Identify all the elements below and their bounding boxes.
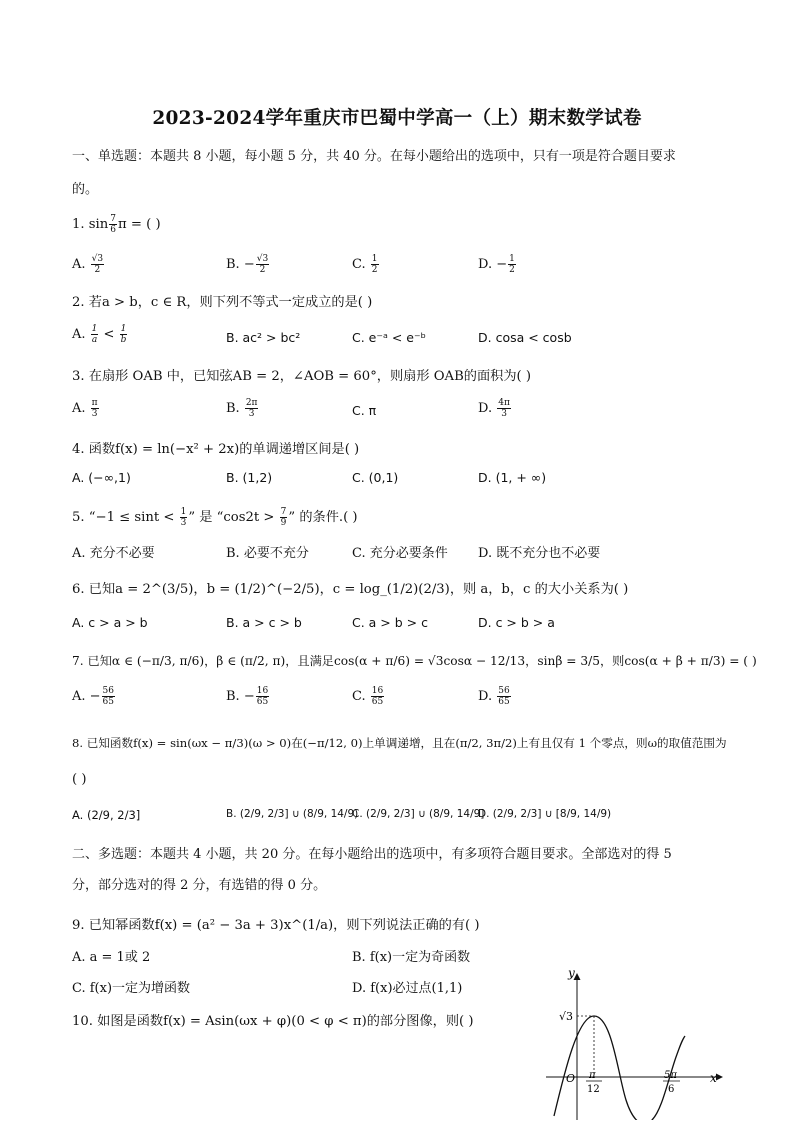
sine-curve	[554, 1016, 685, 1120]
origin-label: O	[566, 1072, 576, 1085]
q5-option-b: B. 必要不充分	[226, 546, 309, 561]
section-1-header-line2: 的。	[72, 182, 99, 197]
q1-stem: 1. sin	[72, 217, 109, 232]
x-tick-pi-12-num: π	[589, 1070, 596, 1081]
section-1-header-line1: 一、单选题：本题共 8 小题，每小题 5 分，共 40 分。在每小题给出的选项中，只有一项是符合题目要求	[72, 149, 676, 164]
x-tick-pi-12-den: 12	[587, 1084, 600, 1095]
q9-option-a: A. a = 1或 2	[72, 950, 151, 965]
q2-option-d: D. cosa < cosb	[478, 330, 572, 345]
section-2-header-line1: 二、多选题：本题共 4 小题，共 20 分。在每小题给出的选项中，有多项符合题目要求。全部选对的得 5	[72, 847, 672, 862]
q4-option-a: A. (−∞,1)	[72, 470, 131, 485]
q5-option-c: C. 充分必要条件	[352, 546, 448, 561]
question-6: 6. 已知a = 2^(3/5)，b = (1/2)^(−2/5)，c = log_(1/2)(2/3)，则 a，b，c 的大小关系为( )	[72, 582, 629, 597]
exam-title: 2023-2024学年重庆市巴蜀中学高一（上）期末数学试卷	[152, 108, 642, 129]
question-1	[72, 214, 161, 235]
q3-option-c: C. π	[352, 403, 377, 418]
question-4: 4. 函数f(x) = ln(−x² + 2x)的单调递增区间是( )	[72, 442, 360, 457]
q5-option-a: A. 充分不必要	[72, 546, 155, 561]
sine-graph-figure	[540, 960, 730, 1120]
q7-option-b: B. − $\frac{16}{65}$	[226, 686, 269, 707]
question-9: 9. 已知幂函数f(x) = (a² − 3a + 3)x^(1/a)，则下列说法正确的有( )	[72, 918, 480, 933]
q2-option-c: C. e⁻ᵃ < e⁻ᵇ	[352, 330, 426, 345]
q7-option-c: C. $\frac{16}{65}$	[352, 686, 384, 707]
q9-option-b: B. f(x)一定为奇函数	[352, 950, 471, 965]
q1-option-d: D. − $\frac{1}{2}$	[478, 254, 515, 275]
q4-option-c: C. (0,1)	[352, 470, 399, 485]
question-2: 2. 若a > b，c ∈ R，则下列不等式一定成立的是( )	[72, 295, 373, 310]
q6-option-c: C. a > b > c	[352, 615, 428, 630]
q6-option-d: D. c > b > a	[478, 615, 555, 630]
q8-option-c: C. (2/9, 2/3] ∪ (8/9, 14/9]	[352, 808, 485, 820]
y-tick-sqrt3: √3	[559, 1010, 574, 1023]
y-axis-label: y	[568, 966, 575, 980]
q1-option-c: C. $\frac{1}{2}$	[352, 254, 378, 275]
q4-option-d: D. (1, + ∞)	[478, 470, 547, 485]
q8-option-d: D. (2/9, 2/3] ∪ [8/9, 14/9)	[478, 808, 612, 820]
q5-option-d: D. 既不充分也不必要	[478, 546, 601, 561]
q1-option-b: B. − $\frac{√3}{2}$	[226, 254, 269, 275]
q3-option-b: B. $\frac{2\pi}{3}$	[226, 398, 258, 419]
question-7: 7. 已知α ∈ (−π/3, π/6)，β ∈ (π/2, π)，且满足cos(α + π/6) = √3cosα − 12/13，sinβ = 3/5，则cos(α + β + π/3) = ( )	[72, 654, 757, 668]
question-10: 10. 如图是函数f(x) = Asin(ωx + φ)(0 < φ < π)的部分图像，则( )	[72, 1014, 474, 1029]
q1-option-a: A. $\frac{√3}{2}$	[72, 254, 104, 275]
q2-option-a: A. $\frac{1}{a}$ < $\frac{1}{b}$	[72, 324, 127, 345]
q6-option-b: B. a > c > b	[226, 615, 302, 630]
q9-option-c: C. f(x)一定为增函数	[72, 981, 191, 996]
question-8: 8. 已知函数f(x) = sin(ωx − π/3)(ω > 0)在(−π/12, 0)上单调递增，且在(π/2, 3π/2)上有且仅有 1 个零点，则ω的取值范围为	[72, 736, 727, 750]
q9-option-d: D. f(x)必过点(1,1)	[352, 981, 463, 996]
section-2-header-line2: 分，部分选对的得 2 分，有选错的得 0 分。	[72, 878, 327, 893]
q8-option-b: B. (2/9, 2/3] ∪ (8/9, 14/9)	[226, 808, 359, 820]
q1-fraction: $\frac{7}{6}$	[110, 214, 116, 235]
x-axis-label: x	[710, 1071, 717, 1085]
q8-option-a: A. (2/9, 2/3]	[72, 808, 141, 822]
x-tick-5pi-6-den: 6	[668, 1084, 675, 1095]
q3-option-d: D. $\frac{4\pi}{3}$	[478, 398, 510, 419]
q7-option-a: A. − $\frac{56}{65}$	[72, 686, 114, 707]
q6-option-a: A. c > a > b	[72, 615, 148, 630]
x-tick-5pi-6-num: 5π	[664, 1070, 677, 1081]
q4-option-b: B. (1,2)	[226, 470, 273, 485]
q7-option-d: D. $\frac{56}{65}$	[478, 686, 510, 707]
question-3: 3. 在扇形 OAB 中，已知弦AB = 2，∠AOB = 60°，则扇形 OAB的面积为( )	[72, 369, 531, 384]
question-5: 5. “−1 ≤ sint < $\frac{1}{3}$ ” 是 “cos2t > $\frac{7}{9}$ ” 的条件.( )	[72, 507, 358, 528]
q1-stem-tail: π = ( )	[118, 217, 161, 232]
q2-option-b: B. ac² > bc²	[226, 330, 301, 345]
q3-option-a: A. $\frac{\pi}{3}$	[72, 398, 98, 419]
question-8-tail: ( )	[72, 772, 87, 787]
